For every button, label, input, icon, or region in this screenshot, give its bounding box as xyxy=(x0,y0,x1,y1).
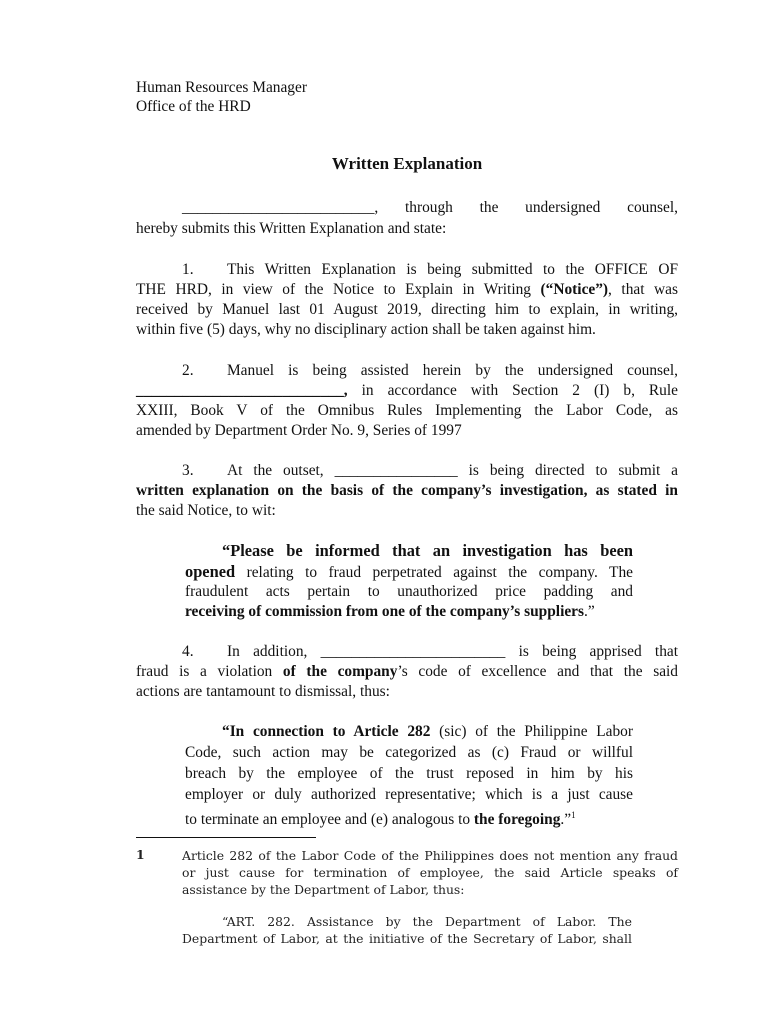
quote1-line-1: “Please be informed that an investigation has been xyxy=(222,541,633,560)
quote2-line-1: “In connection to Article 282 (sic) of the Philippine Labor xyxy=(222,723,633,740)
p4-line-1: In addition, ________________________ is being apprised that xyxy=(227,643,678,660)
p3-number: 3. xyxy=(182,462,194,479)
blank-employee-name: ________________ xyxy=(334,462,458,479)
blank-counsel-name: ___________________________, xyxy=(136,382,348,399)
recipient-office: Office of the HRD xyxy=(136,98,251,115)
p4-line-2: fraud is a violation of the company’s code of excellence and that the said xyxy=(136,663,678,680)
quote2-line-2: Code, such action may be categorized as (c) Fraud or willful xyxy=(185,744,633,761)
p4-line-3: actions are tantamount to dismissal, thus: xyxy=(136,683,390,700)
quote1-line-3: fraudulent acts pertain to unauthorized price padding and xyxy=(185,583,633,600)
document-title: Written Explanation xyxy=(331,154,483,173)
quote2-line-4: employer or duly authorized representative; which is a just cause xyxy=(185,786,633,803)
recipient-title: Human Resources Manager xyxy=(136,79,307,96)
p1-line-2: THE HRD, in view of the Notice to Explain in Writing (“Notice”), that was xyxy=(136,281,678,298)
p2-line-4: amended by Department Order No. 9, Series of 1997 xyxy=(136,422,462,439)
footnote-line-2: or just cause for termination of employee, the said Article speaks of xyxy=(182,865,678,880)
blank-client-name: _________________________ xyxy=(182,199,375,216)
p3-line-2: written explanation on the basis of the company’s investigation, as stated in xyxy=(136,482,678,499)
p1-line-1: This Written Explanation is being submitted to the OFFICE OF xyxy=(227,261,678,278)
p1-line-3: received by Manuel last 01 August 2019, directing him to explain, in writing, xyxy=(136,301,678,318)
p4-number: 4. xyxy=(182,643,194,660)
p1-line-4: within five (5) days, why no disciplinary action shall be taken against him. xyxy=(136,321,596,338)
p2-number: 2. xyxy=(182,362,194,379)
p3-line-1: At the outset, ________________ is being directed to submit a xyxy=(227,462,678,479)
p2-line-3: XXIII, Book V of the Omnibus Rules Implementing the Labor Code, as xyxy=(136,402,678,419)
quote2-line-5: to terminate an employee and (e) analogous to the foregoing.”$^1$ xyxy=(185,810,576,829)
intro-line-2: hereby submits this Written Explanation and state: xyxy=(136,220,447,237)
intro-line-1: _________________________, through the undersigned counsel, xyxy=(182,199,678,216)
footnote-marker: 1 xyxy=(136,847,145,862)
p3-line-3: the said Notice, to wit: xyxy=(136,502,276,519)
footnote-quote-line-1: “ART. 282. Assistance by the Department of Labor. The xyxy=(222,914,632,929)
footnote-reference: 1 xyxy=(571,810,576,820)
quote1-line-4: receiving of commission from one of the company’s suppliers.” xyxy=(185,603,595,620)
p2-line-2: ___________________________, in accordance with Section 2 (I) b, Rule xyxy=(136,382,678,399)
footnote-separator xyxy=(136,837,316,838)
p2-line-1: Manuel is being assisted herein by the undersigned counsel, xyxy=(227,362,678,379)
quote1-line-2: opened relating to fraud perpetrated against the company. The xyxy=(185,562,633,581)
quote2-line-3: breach by the employee of the trust reposed in him by his xyxy=(185,765,633,782)
footnote-line-3: assistance by the Department of Labor, thus: xyxy=(182,882,465,897)
footnote-line-1: Article 282 of the Labor Code of the Philippines does not mention any fraud xyxy=(182,848,678,863)
blank-employee-name-2: ________________________ xyxy=(320,643,506,660)
p1-number: 1. xyxy=(182,261,194,278)
footnote-quote-line-2: Department of Labor, at the initiative of the Secretary of Labor, shall xyxy=(182,931,632,946)
